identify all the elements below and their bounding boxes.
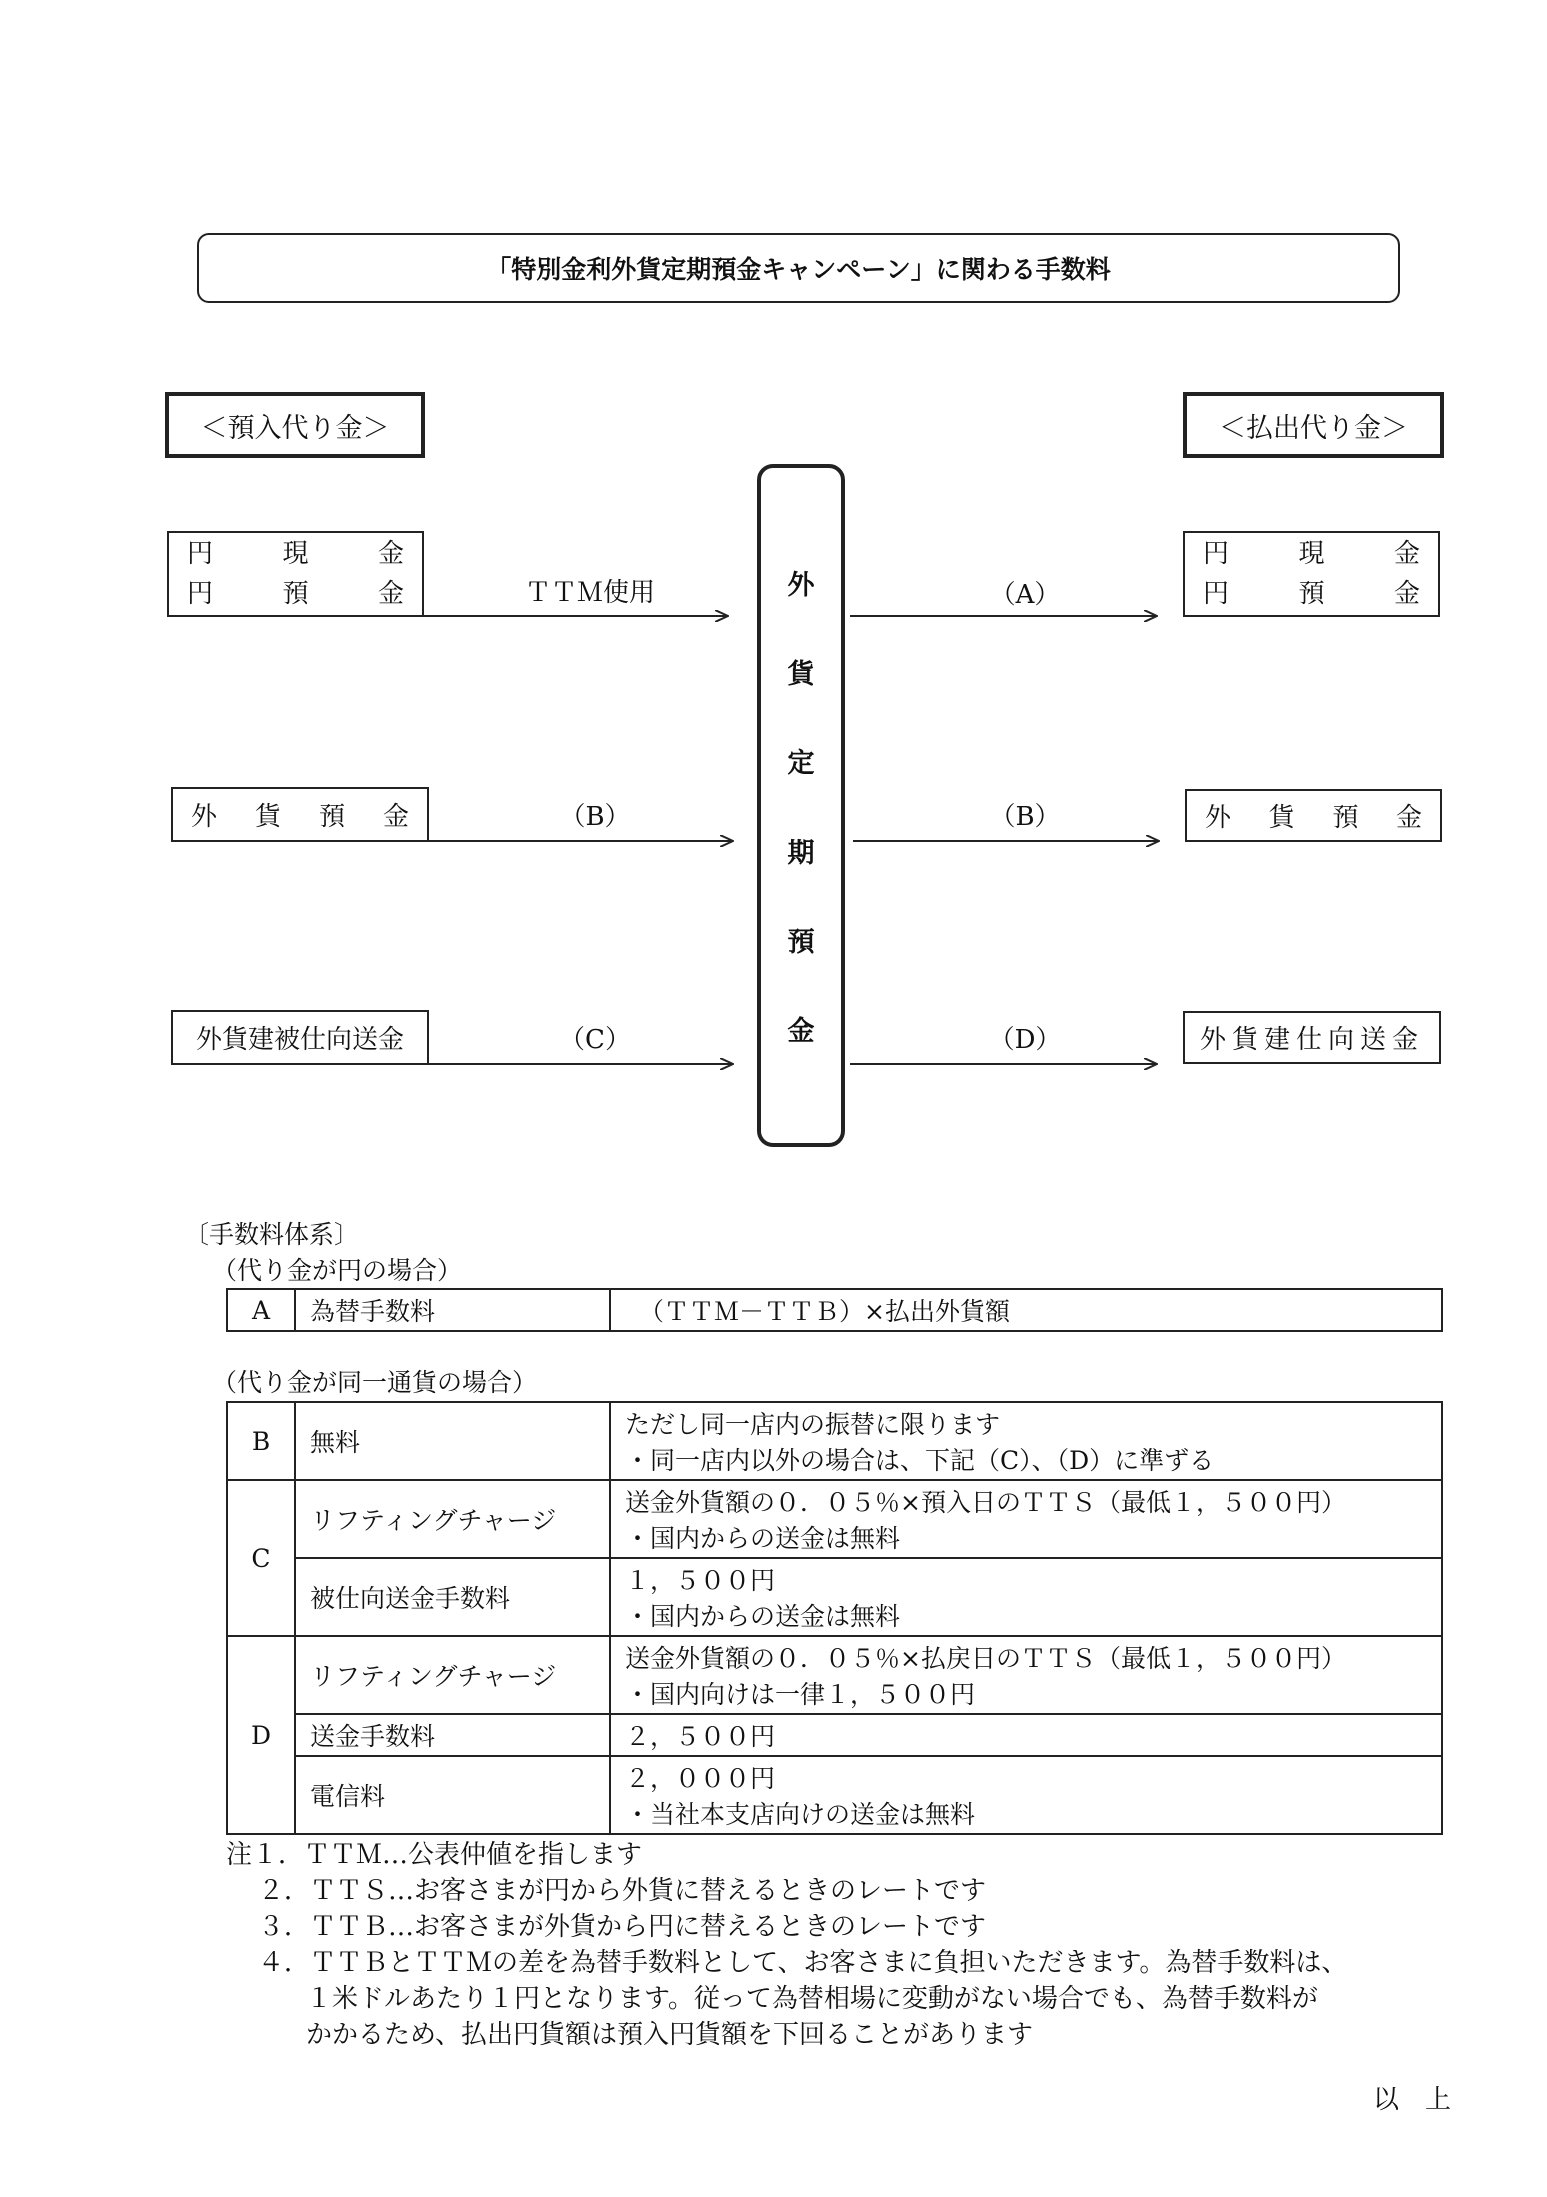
char: 金 bbox=[787, 1015, 815, 1047]
yen-case-heading: （代り金が円の場合） bbox=[212, 1256, 463, 1285]
char: 預 bbox=[1298, 579, 1325, 609]
same-currency-heading: （代り金が同一通貨の場合） bbox=[212, 1368, 538, 1397]
char: 預 bbox=[787, 926, 815, 958]
char: 定 bbox=[787, 748, 815, 780]
char: 金 bbox=[377, 579, 404, 609]
fee-name: 電信料 bbox=[295, 1756, 610, 1834]
char: 外 bbox=[1205, 803, 1232, 833]
note-1: 注１．ＴＴＭ…公表仲値を指します bbox=[226, 1840, 643, 1870]
char: 現 bbox=[282, 539, 309, 569]
same-currency-fee-table bbox=[226, 1401, 1443, 1835]
char: 貨 bbox=[1268, 803, 1295, 833]
fee-code: B bbox=[227, 1402, 295, 1480]
fee-code: C bbox=[227, 1480, 295, 1636]
detail-line: ・国内からの送金は無料 bbox=[625, 1524, 901, 1553]
char: 外 bbox=[191, 802, 218, 832]
fee-code: D bbox=[227, 1636, 295, 1834]
char: 現 bbox=[1298, 539, 1325, 569]
fee-detail bbox=[610, 1756, 1442, 1834]
fee-name: 無料 bbox=[295, 1402, 610, 1480]
char: 預 bbox=[282, 579, 309, 609]
arrow-label-right-d: （D） bbox=[988, 1025, 1062, 1055]
note-4: ４．ＴＴＢとＴＴＭの差を為替手数料として、お客さまに負担いただきます。為替手数料は、 bbox=[258, 1948, 1348, 1978]
detail-line: ただし同一店内の振替に限ります bbox=[625, 1410, 1001, 1439]
char: 円 bbox=[187, 579, 214, 609]
fee-name: リフティングチャージ bbox=[295, 1480, 610, 1558]
arrow-label-left-c: （C） bbox=[559, 1025, 631, 1055]
char: 貨 bbox=[787, 659, 815, 691]
yen-fee-table bbox=[226, 1288, 1443, 1332]
fee-code: A bbox=[227, 1289, 295, 1331]
char: 金 bbox=[1395, 803, 1422, 833]
char: 金 bbox=[382, 802, 409, 832]
table-row bbox=[227, 1714, 1442, 1756]
char: 預 bbox=[1332, 803, 1359, 833]
fee-detail bbox=[610, 1480, 1442, 1558]
char: 貨 bbox=[254, 802, 281, 832]
char: 円 bbox=[1203, 539, 1230, 569]
detail-line: ・国内向けは一律１，５００円 bbox=[625, 1680, 976, 1709]
char: 金 bbox=[1393, 579, 1420, 609]
char: 円 bbox=[1203, 579, 1230, 609]
fx-remit-out-text: 外貨建仕向送金 bbox=[1199, 1025, 1424, 1055]
closing-mark: 以 上 bbox=[1373, 2085, 1452, 2115]
fee-formula: （ＴＴＭ－ＴＴＢ）×払出外貨額 bbox=[610, 1289, 1442, 1331]
table-row bbox=[227, 1289, 1442, 1331]
table-row bbox=[227, 1636, 1442, 1714]
table-row bbox=[227, 1480, 1442, 1558]
note-4-cont-1: １米ドルあたり１円となります。従って為替相場に変動がない場合でも、為替手数料が bbox=[306, 1984, 1318, 2014]
detail-line: ２，５００円 bbox=[625, 1722, 776, 1751]
arrow-label-ttm: ＴＴＭ使用 bbox=[524, 578, 655, 608]
fee-detail bbox=[610, 1558, 1442, 1636]
detail-line: ・同一店内以外の場合は、下記（C）、（D）に準ずる bbox=[625, 1446, 1215, 1475]
arrow-label-left-b: （B） bbox=[559, 802, 631, 832]
fee-detail bbox=[610, 1636, 1442, 1714]
detail-line: ・当社本支店向けの送金は無料 bbox=[625, 1800, 976, 1829]
fee-detail bbox=[610, 1714, 1442, 1756]
fx-remit-in-text: 外貨建被仕向送金 bbox=[195, 1025, 404, 1055]
detail-line: １，５００円 bbox=[625, 1566, 776, 1595]
table-row bbox=[227, 1756, 1442, 1834]
withdraw-section-text: ＜払出代り金＞ bbox=[1219, 412, 1408, 444]
fee-name: 為替手数料 bbox=[295, 1289, 610, 1331]
deposit-section-text: ＜預入代り金＞ bbox=[200, 412, 390, 444]
char: 金 bbox=[1393, 539, 1420, 569]
char: 円 bbox=[187, 539, 214, 569]
detail-line: 送金外貨額の０．０５％×預入日のＴＴＳ（最低１，５００円） bbox=[625, 1488, 1346, 1517]
char: 外 bbox=[787, 570, 815, 601]
arrow-label-right-b: （B） bbox=[989, 802, 1061, 832]
fee-detail bbox=[610, 1402, 1442, 1480]
fee-name: 送金手数料 bbox=[295, 1714, 610, 1756]
table-row bbox=[227, 1558, 1442, 1636]
fee-system-heading: 〔手数料体系〕 bbox=[184, 1220, 360, 1249]
fee-name: リフティングチャージ bbox=[295, 1636, 610, 1714]
char: 預 bbox=[318, 802, 345, 832]
page-title-text: 「特別金利外貨定期預金キャンペーン」に関わる手数料 bbox=[486, 255, 1111, 284]
note-4-cont-2: かかるため、払出円貨額は預入円貨額を下回ることがあります bbox=[306, 2020, 1033, 2050]
arrow-label-right-a: （A） bbox=[989, 580, 1061, 610]
table-row bbox=[227, 1402, 1442, 1480]
fee-name: 被仕向送金手数料 bbox=[295, 1558, 610, 1636]
char: 金 bbox=[377, 539, 404, 569]
note-3: ３．ＴＴＢ…お客さまが外貨から円に替えるときのレートです bbox=[258, 1912, 987, 1942]
note-2: ２．ＴＴＳ…お客さまが円から外貨に替えるときのレートです bbox=[258, 1876, 987, 1906]
char: 期 bbox=[787, 837, 815, 869]
detail-line: ２，０００円 bbox=[625, 1764, 776, 1793]
detail-line: 送金外貨額の０．０５％×払戻日のＴＴＳ（最低１，５００円） bbox=[625, 1644, 1346, 1673]
detail-line: ・国内からの送金は無料 bbox=[625, 1602, 901, 1631]
